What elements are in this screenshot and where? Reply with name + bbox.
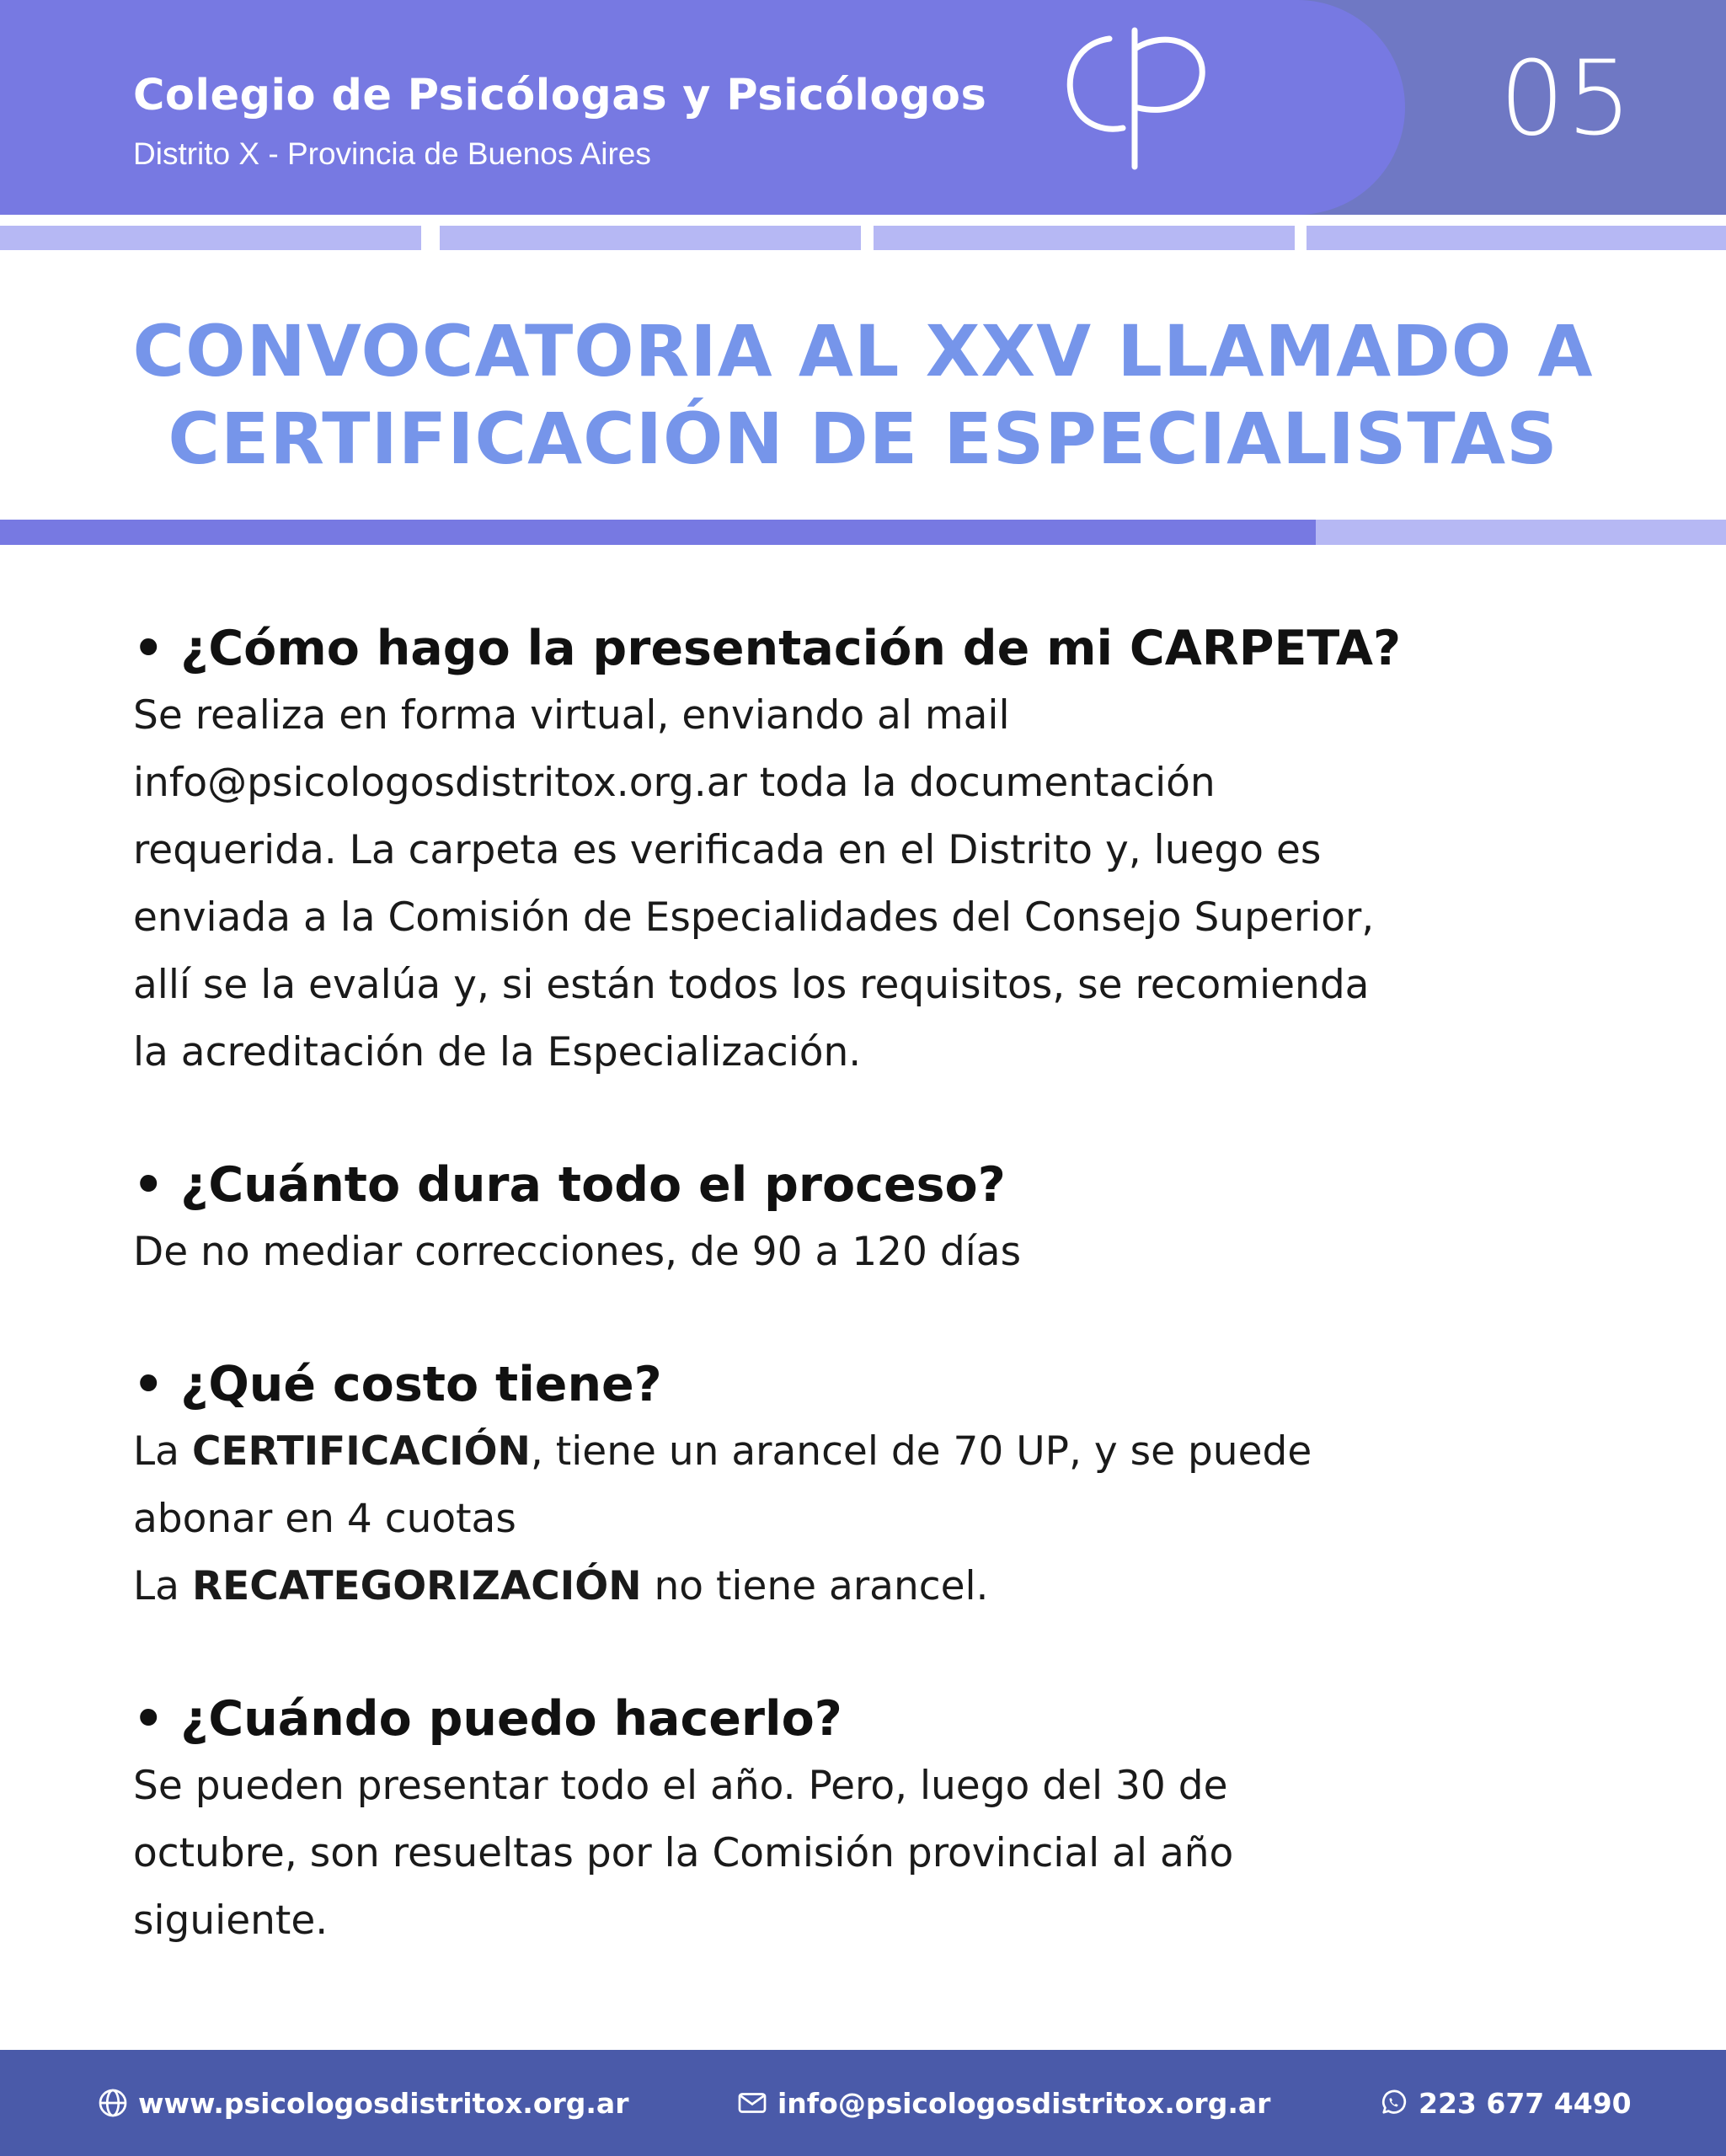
faq-question: • ¿Qué costo tiene? <box>133 1357 662 1412</box>
faq-question: • ¿Cuándo puedo hacerlo? <box>133 1691 842 1747</box>
answer-emphasis: CERTIFICACIÓN <box>191 1428 531 1475</box>
answer-text: La <box>133 1428 192 1475</box>
answer-text: no tiene arancel. <box>641 1563 989 1609</box>
title-divider-light <box>1316 520 1726 545</box>
answer-line <box>133 1553 1616 1620</box>
footer-website-link[interactable] <box>98 2050 628 2156</box>
answer-text: La <box>133 1563 192 1609</box>
page-number: 05 <box>1499 39 1634 158</box>
top-segment-bar <box>0 226 421 250</box>
page-title-line-1: CONVOCATORIA AL XXV LLAMADO A <box>132 310 1594 392</box>
org-subtitle: Distrito X - Provincia de Buenos Aires <box>133 136 651 171</box>
answer-line: abonar en 4 cuotas <box>133 1496 516 1542</box>
faq-duracion <box>133 1151 1616 1286</box>
faq-answer <box>133 682 1616 1086</box>
faq-content <box>133 615 1616 1955</box>
faq-answer <box>133 1219 1616 1286</box>
mail-icon <box>737 2088 767 2118</box>
faq-carpeta <box>133 615 1616 1086</box>
answer-text: , tiene un arancel de 70 UP, y se puede <box>530 1428 1312 1475</box>
header <box>0 0 1726 215</box>
answer-line: allí se la evalúa y, si están todos los requisitos, se recomienda <box>133 962 1370 1008</box>
top-segment-bar <box>440 226 861 250</box>
answer-line: De no mediar correcciones, de 90 a 120 días <box>133 1229 1022 1275</box>
globe-icon <box>98 2088 128 2118</box>
answer-emphasis: RECATEGORIZACIÓN <box>191 1563 642 1609</box>
answer-line: la acreditación de la Especialización. <box>133 1029 862 1075</box>
answer-line: Se realiza en forma virtual, enviando al mail <box>133 692 1010 739</box>
org-name: Colegio de Psicólogas y Psicólogos <box>133 71 987 120</box>
faq-costo <box>133 1351 1616 1620</box>
top-segment-bar <box>1307 226 1726 250</box>
answer-line: Se pueden presentar todo el año. Pero, luego del 30 de <box>133 1763 1228 1809</box>
faq-question: • ¿Cómo hago la presentación de mi CARPETA? <box>133 621 1402 676</box>
psi-logo-icon <box>1057 24 1209 171</box>
title-divider-dark <box>0 520 1316 545</box>
footer-phone-text: 223 677 4490 <box>1419 2086 1632 2120</box>
answer-line: siguiente. <box>133 1897 329 1944</box>
answer-line <box>133 1418 1616 1486</box>
answer-line: requerida. La carpeta es verificada en el Distrito y, luego es <box>133 827 1322 873</box>
page-title-line-2: CERTIFICACIÓN DE ESPECIALISTAS <box>168 398 1558 480</box>
faq-question: • ¿Cuánto dura todo el proceso? <box>133 1157 1006 1213</box>
faq-answer <box>133 1418 1616 1620</box>
page-title <box>0 307 1726 483</box>
footer-email-text: info@psicologosdistritox.org.ar <box>778 2086 1271 2120</box>
faq-answer <box>133 1753 1616 1955</box>
answer-line: octubre, son resueltas por la Comisión provincial al año <box>133 1830 1234 1876</box>
faq-cuando <box>133 1685 1616 1955</box>
footer <box>0 2050 1726 2156</box>
answer-line: info@psicologosdistritox.org.ar toda la documentación <box>133 760 1216 806</box>
top-segment-bar <box>874 226 1295 250</box>
whatsapp-icon <box>1378 2088 1408 2118</box>
footer-website-text: www.psicologosdistritox.org.ar <box>138 2086 629 2120</box>
footer-phone-link[interactable] <box>1378 2050 1632 2156</box>
answer-line: enviada a la Comisión de Especialidades del Consejo Superior, <box>133 894 1375 941</box>
footer-email-link[interactable] <box>737 2050 1270 2156</box>
